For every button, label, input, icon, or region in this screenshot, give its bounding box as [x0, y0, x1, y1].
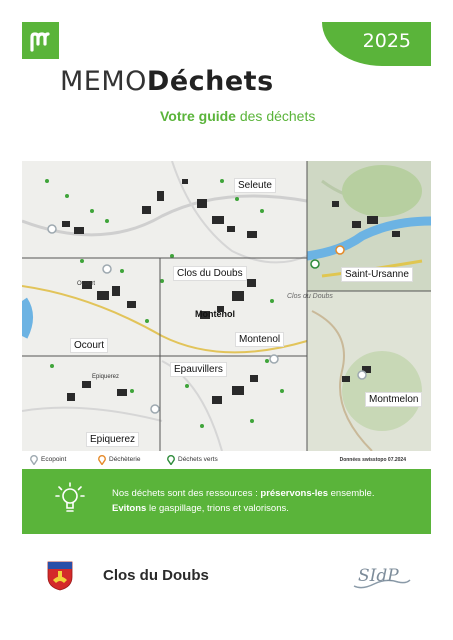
commune-crest-icon [47, 561, 73, 591]
svg-text:SIdP: SIdP [358, 566, 399, 586]
map-graphic [22, 161, 431, 451]
place-ocourt: Ocourt [70, 338, 108, 353]
place-saint-ursanne: Saint-Ursanne [341, 267, 413, 282]
year-tab [322, 22, 431, 66]
place-seleute: Seleute [234, 178, 276, 193]
tagline-bold: Votre guide [160, 108, 236, 124]
memodechets-logo [22, 22, 59, 59]
brand-thin: MEMO [60, 66, 147, 97]
legend-decheterie-label: Déchèterie [109, 456, 141, 463]
tagline-rest: des déchets [235, 108, 316, 124]
map-text-clos: Clos du Doubs [287, 293, 333, 300]
region-map [22, 161, 431, 451]
legend-decheterie [98, 454, 140, 465]
commune-name: Clos du Doubs [103, 567, 209, 584]
lightbulb-icon [55, 481, 85, 517]
tagline [160, 108, 315, 124]
brand-bold: Déchets [146, 66, 274, 97]
message-band [22, 469, 431, 534]
place-epauvillers: Epauvillers [170, 362, 227, 377]
legend-dechets-verts-label: Déchets verts [178, 456, 218, 463]
pin-ecopoint-icon [30, 454, 38, 465]
map-text-epiquerez: Epiquerez [92, 374, 120, 380]
brand-title [60, 66, 300, 97]
band-l1-a: Nos déchets sont des ressources : [112, 488, 261, 499]
map-credit: Données swisstopo 07.2024 [339, 457, 406, 463]
band-l2-b: le gaspillage, trions et valorisons. [146, 503, 289, 514]
legend-dechets-verts [167, 454, 218, 465]
place-montmelon: Montmelon [365, 392, 422, 407]
band-l2-a: Evitons [112, 503, 147, 514]
band-line-1 [112, 488, 374, 499]
map-legend [22, 452, 431, 468]
map-text-ocourt: Ocourt [77, 281, 96, 287]
sidp-logo-icon [352, 562, 412, 592]
pin-dechets-verts-icon [167, 454, 175, 465]
map-text-montenol: Montenol [195, 309, 235, 319]
place-clos-du-doubs: Clos du Doubs [173, 266, 247, 281]
band-l1-c: ensemble. [327, 488, 375, 499]
pin-decheterie-icon [98, 454, 106, 465]
band-l1-b: préservons-les [260, 488, 328, 499]
legend-ecopoint-label: Ecopoint [41, 456, 67, 463]
place-epiquerez: Epiquerez [86, 432, 139, 447]
place-montenol: Montenol [235, 332, 284, 347]
legend-ecopoint [30, 454, 66, 465]
band-line-2 [112, 503, 289, 514]
year: 2025 [362, 30, 411, 52]
memo-m-icon [28, 28, 54, 54]
